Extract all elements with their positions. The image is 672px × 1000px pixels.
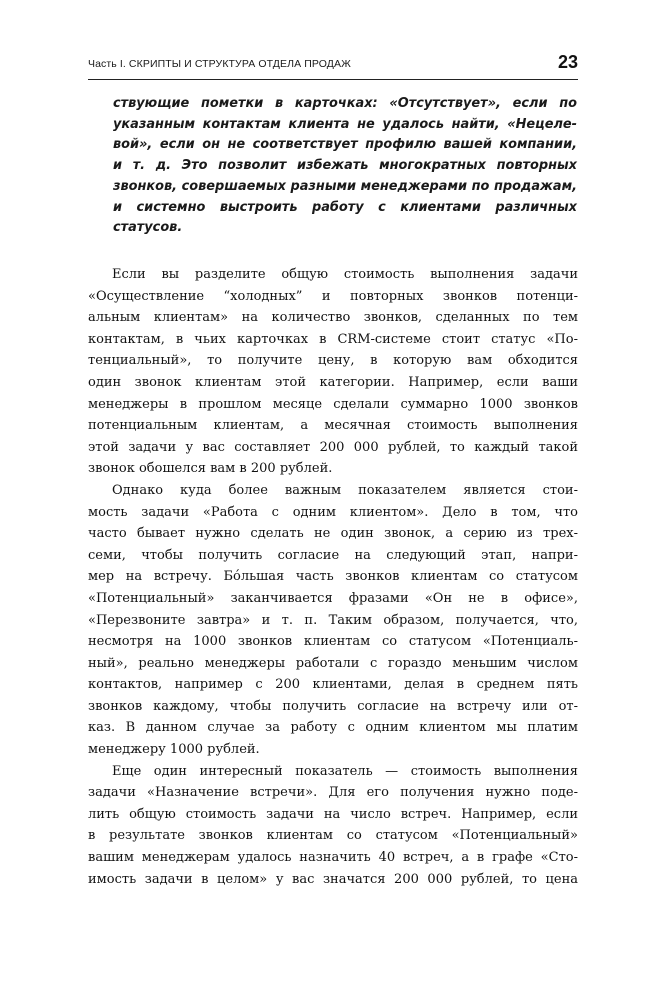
text-line: несмотря на 1000 звонков клиентам со статусом «Потенциаль- — [88, 634, 578, 650]
text-line: менеджеры в прошлом месяце сделали суммарно 1000 звонков — [88, 396, 578, 412]
text-line: ный», реально менеджеры работали с гораздо меньшим числом — [88, 655, 578, 671]
running-head — [88, 52, 578, 78]
paragraph-1 — [88, 264, 578, 480]
note-line: вой», если он не соответствует профилю вашей компании, — [113, 137, 577, 153]
text-line: «Осуществление “холодных” и повторных звонков потенци- — [88, 288, 578, 304]
note-line: статусов. — [113, 220, 183, 236]
text-line: альным клиентам» на количество звонков, сделанных по тем — [88, 310, 578, 326]
paragraph-3 — [88, 761, 578, 891]
header-rule — [88, 79, 578, 80]
body-text — [88, 264, 578, 890]
text-line: этой задачи у вас составляет 200 000 рублей, то каждый такой — [88, 439, 578, 455]
note-line: и системно выстроить работу с клиентами различных — [113, 199, 577, 215]
text-line: звонков каждому, чтобы получить согласие на встречу или от- — [88, 698, 578, 714]
running-head-title: Часть I. СКРИПТЫ И СТРУКТУРА ОТДЕЛА ПРОДАЖ — [88, 58, 351, 70]
text-line: мость задачи «Работа с одним клиентом». Дело в том, что — [88, 504, 578, 520]
text-line: часто бывает нужно сделать не один звонок, а серию из трех- — [88, 526, 578, 542]
text-line: вашим менеджерам удалось назначить 40 встреч, а в графе «Сто- — [88, 850, 578, 866]
text-line: тенциальный», то получите цену, в которую вам обходится — [88, 353, 578, 369]
text-line: имость задачи в целом» у вас значатся 200 000 рублей, то цена — [88, 871, 578, 887]
text-line: лить общую стоимость задачи на число встреч. Например, если — [88, 806, 578, 822]
text-line: каз. В данном случае за работу с одним клиентом мы платим — [88, 720, 578, 736]
note-line: ствующие пометки в карточках: «Отсутствует», если по — [113, 96, 577, 111]
note-line: звонков, совершаемых разными менеджерами по продажам, — [113, 178, 577, 194]
text-line: один звонок клиентам этой категории. Например, если ваши — [88, 374, 578, 390]
note-line: и т. д. Это позволит избежать многократных повторных — [113, 158, 577, 174]
text-line: потенциальным клиентам, а месячная стоимость выполнения — [88, 418, 578, 434]
text-line: «Перезвоните завтра» и т. п. Таким образом, получается, что, — [88, 612, 578, 628]
text-line: мер на встречу. Бóльшая часть звонков клиентам со статусом — [88, 569, 578, 585]
text-line: задачи «Назначение встречи». Для его получения нужно поде- — [88, 785, 578, 801]
text-line: Однако куда более важным показателем является стои- — [112, 482, 578, 498]
text-line: «Потенциальный» заканчивается фразами «Он не в офисе», — [88, 590, 578, 606]
note-line: указанным контактам клиента не удалось найти, «Нецеле- — [113, 116, 577, 132]
text-line: звонок обошелся вам в 200 рублей. — [88, 461, 333, 477]
text-line: контактам, в чьих карточках в CRM-системе стоит статус «По- — [88, 331, 578, 347]
text-line: Если вы разделите общую стоимость выполнения задачи — [112, 267, 578, 282]
text-line: семи, чтобы получить согласие на следующий этап, напри- — [88, 547, 578, 563]
paragraph-2 — [88, 480, 578, 761]
text-line: в результате звонков клиентам со статусом «Потенциальный» — [88, 828, 578, 844]
text-line: Еще один интересный показатель — стоимость выполнения — [112, 763, 578, 779]
text-line: менеджеру 1000 рублей. — [88, 742, 260, 758]
page-number: 23 — [557, 52, 578, 72]
italic-note — [113, 94, 577, 239]
text-line: контактов, например с 200 клиентами, делая в среднем пять — [88, 677, 578, 693]
